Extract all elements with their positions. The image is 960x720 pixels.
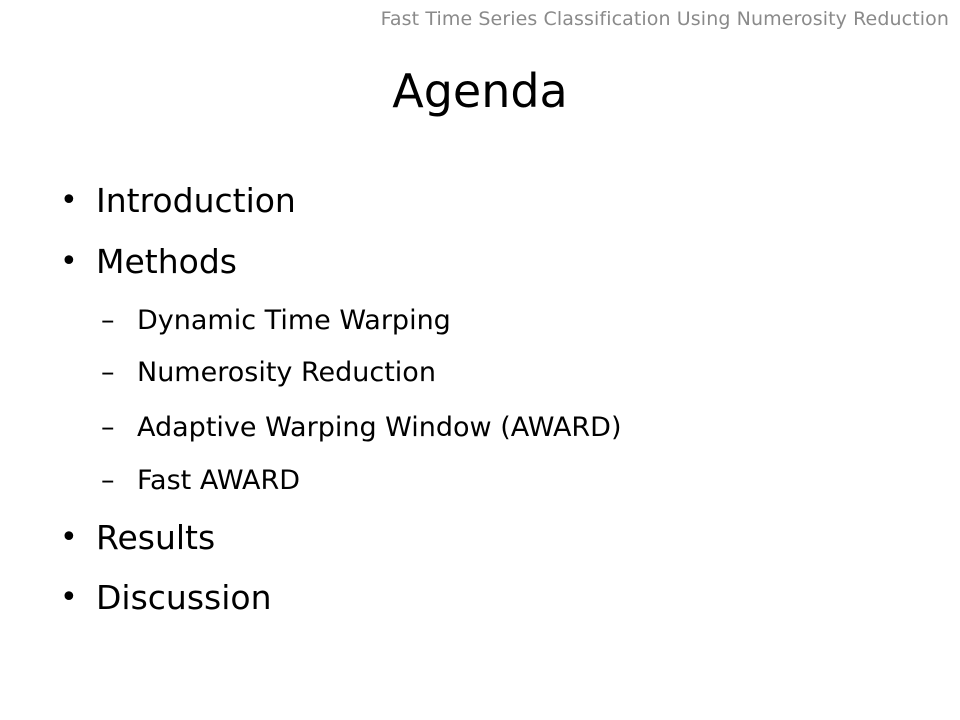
agenda-item-label: Methods — [96, 242, 237, 281]
dash-bullet-icon: – — [101, 357, 115, 388]
agenda-subitem-label: Numerosity Reduction — [137, 357, 436, 388]
agenda-item-results — [60, 518, 216, 558]
agenda-item-label: Introduction — [96, 181, 296, 220]
bullet-icon: • — [60, 580, 78, 615]
agenda-item-discussion — [60, 578, 272, 618]
dash-bullet-icon: – — [101, 412, 115, 443]
agenda-subitem-fast-award — [101, 464, 301, 498]
agenda-item-methods — [60, 242, 237, 282]
agenda-subitem-dynamic-time-warping — [101, 304, 451, 338]
bullet-icon: • — [60, 520, 78, 555]
agenda-item-label: Discussion — [96, 578, 272, 617]
bullet-icon: • — [60, 183, 78, 218]
bullet-icon: • — [60, 244, 78, 279]
agenda-subitem-label: Fast AWARD — [137, 465, 301, 496]
agenda-subitem-label: Adaptive Warping Window (AWARD) — [137, 412, 622, 443]
agenda-item-label: Results — [96, 518, 216, 557]
running-header: Fast Time Series Classification Using Numerosity Reduction — [380, 8, 949, 30]
agenda-subitem-award — [101, 411, 622, 445]
agenda-subitem-label: Dynamic Time Warping — [137, 305, 451, 336]
agenda-item-introduction — [60, 181, 296, 221]
dash-bullet-icon: – — [101, 465, 115, 496]
dash-bullet-icon: – — [101, 305, 115, 336]
slide-title: Agenda — [392, 64, 568, 118]
agenda-subitem-numerosity-reduction — [101, 356, 436, 390]
